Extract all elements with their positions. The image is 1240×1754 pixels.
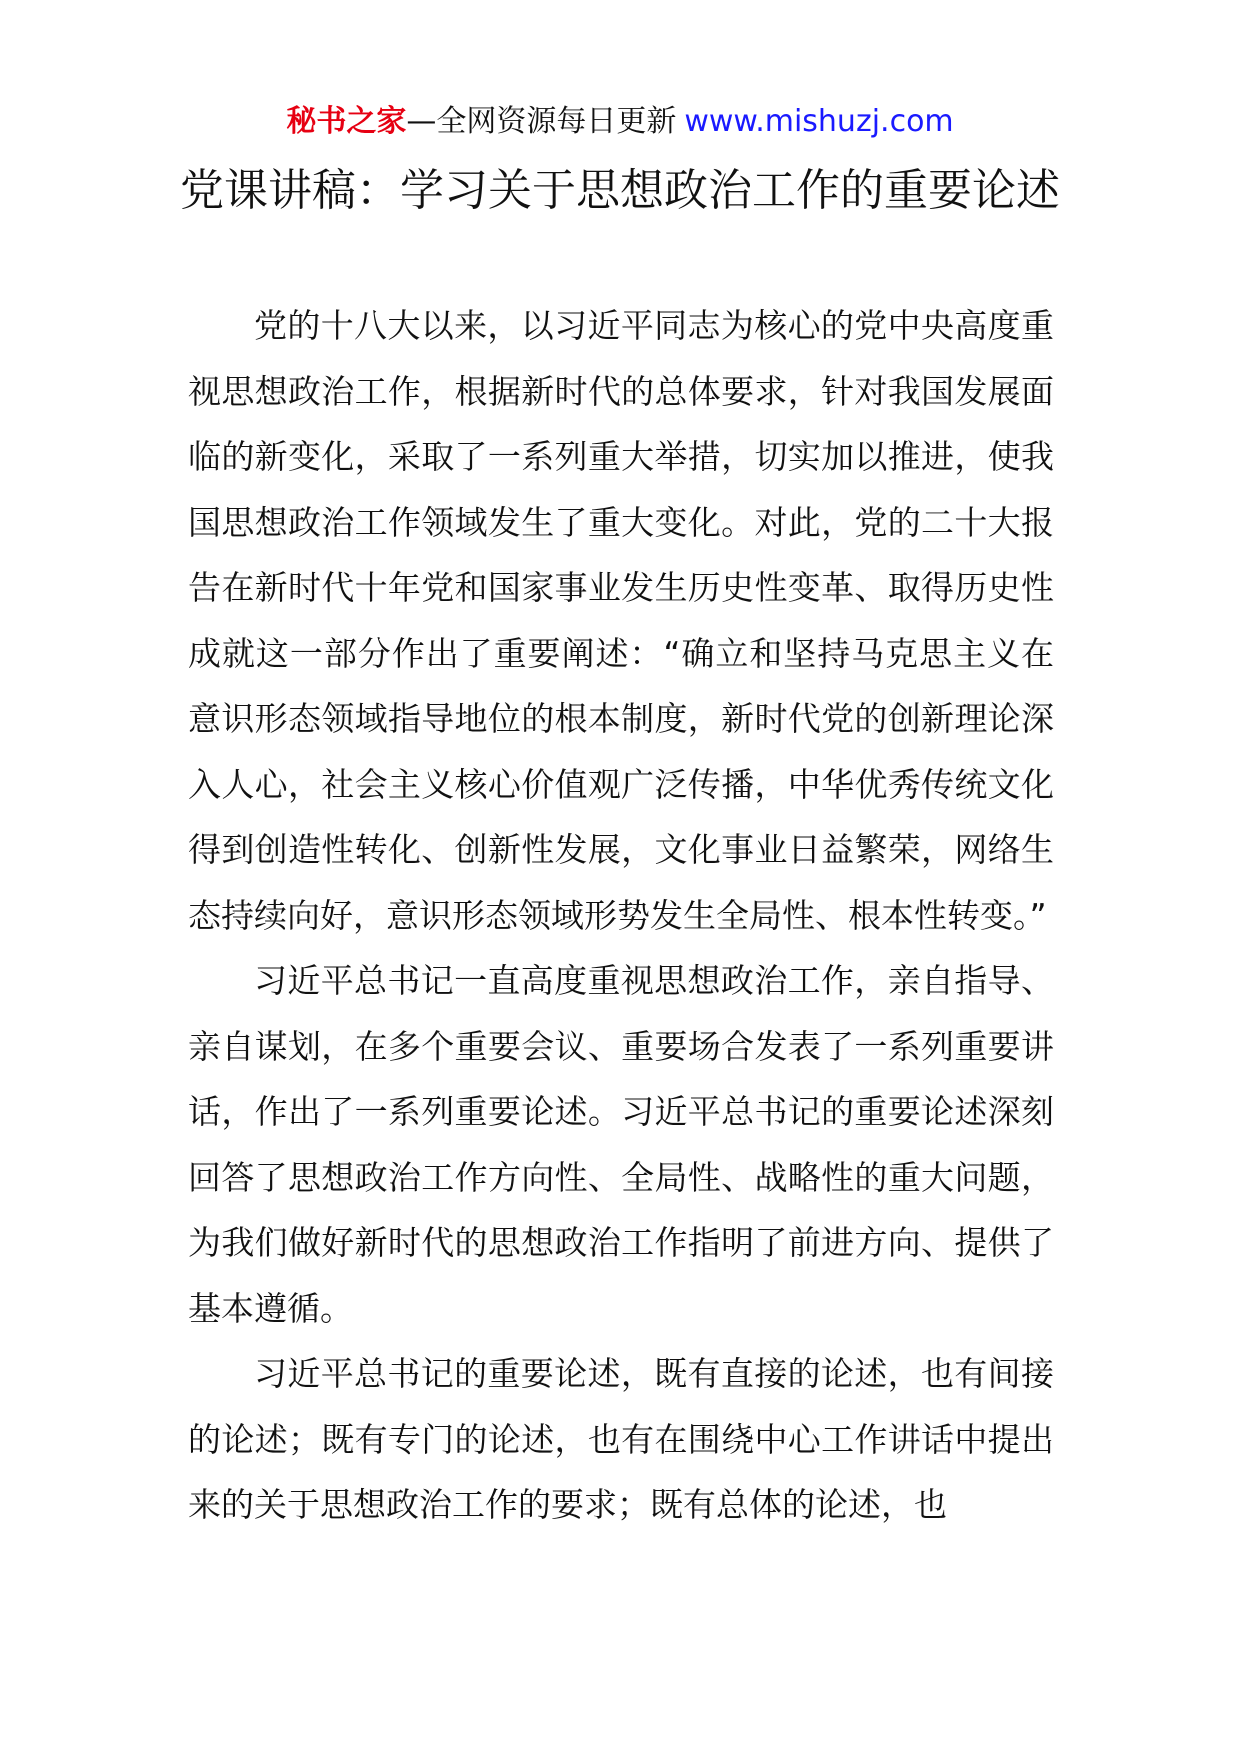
paragraph: 习近平总书记的重要论述，既有直接的论述，也有间接的论述；既有专门的论述，也有在围绕中心工作讲话中提出来的关于思想政治工作的要求；既有总体的论述，也 (188, 1354, 1054, 1524)
document-title: 党课讲稿：学习关于思想政治工作的重要论述 (180, 165, 1060, 216)
site-slogan: —全网资源每日更新 (406, 104, 677, 139)
paragraph: 习近平总书记一直高度重视思想政治工作，亲自指导、亲自谋划，在多个重要会议、重要场合发表了一系列重要讲话，作出了一系列重要论述。习近平总书记的重要论述深刻回答了思想政治工作方向性、全局性、战略性的重大问题，为我们做好新时代的思想政治工作指明了前进方向、提供了基本遵循。 (188, 961, 1054, 1328)
site-url-link[interactable]: www.mishuzj.com (684, 104, 954, 139)
site-brand: 秘书之家 (286, 104, 407, 139)
document-body (188, 293, 1054, 1538)
paragraph: 党的十八大以来，以习近平同志为核心的党中央高度重视思想政治工作，根据新时代的总体要求，针对我国发展面临的新变化，采取了一系列重大举措，切实加以推进，使我国思想政治工作领域发生了重大变化。对此，党的二十大报告在新时代十年党和国家事业发生历史性变革、取得历史性成就这一部分作出了重要阐述：“确立和坚持马克思主义在意识形态领域指导地位的根本制度，新时代党的创新理论深入人心，社会主义核心价值观广泛传播，中华优秀传统文化得到创造性转化、创新性发展，文化事业日益繁荣，网络生态持续向好，意识形态领域形势发生全局性、根本性转变。” (188, 306, 1054, 935)
site-header (0, 100, 1240, 144)
